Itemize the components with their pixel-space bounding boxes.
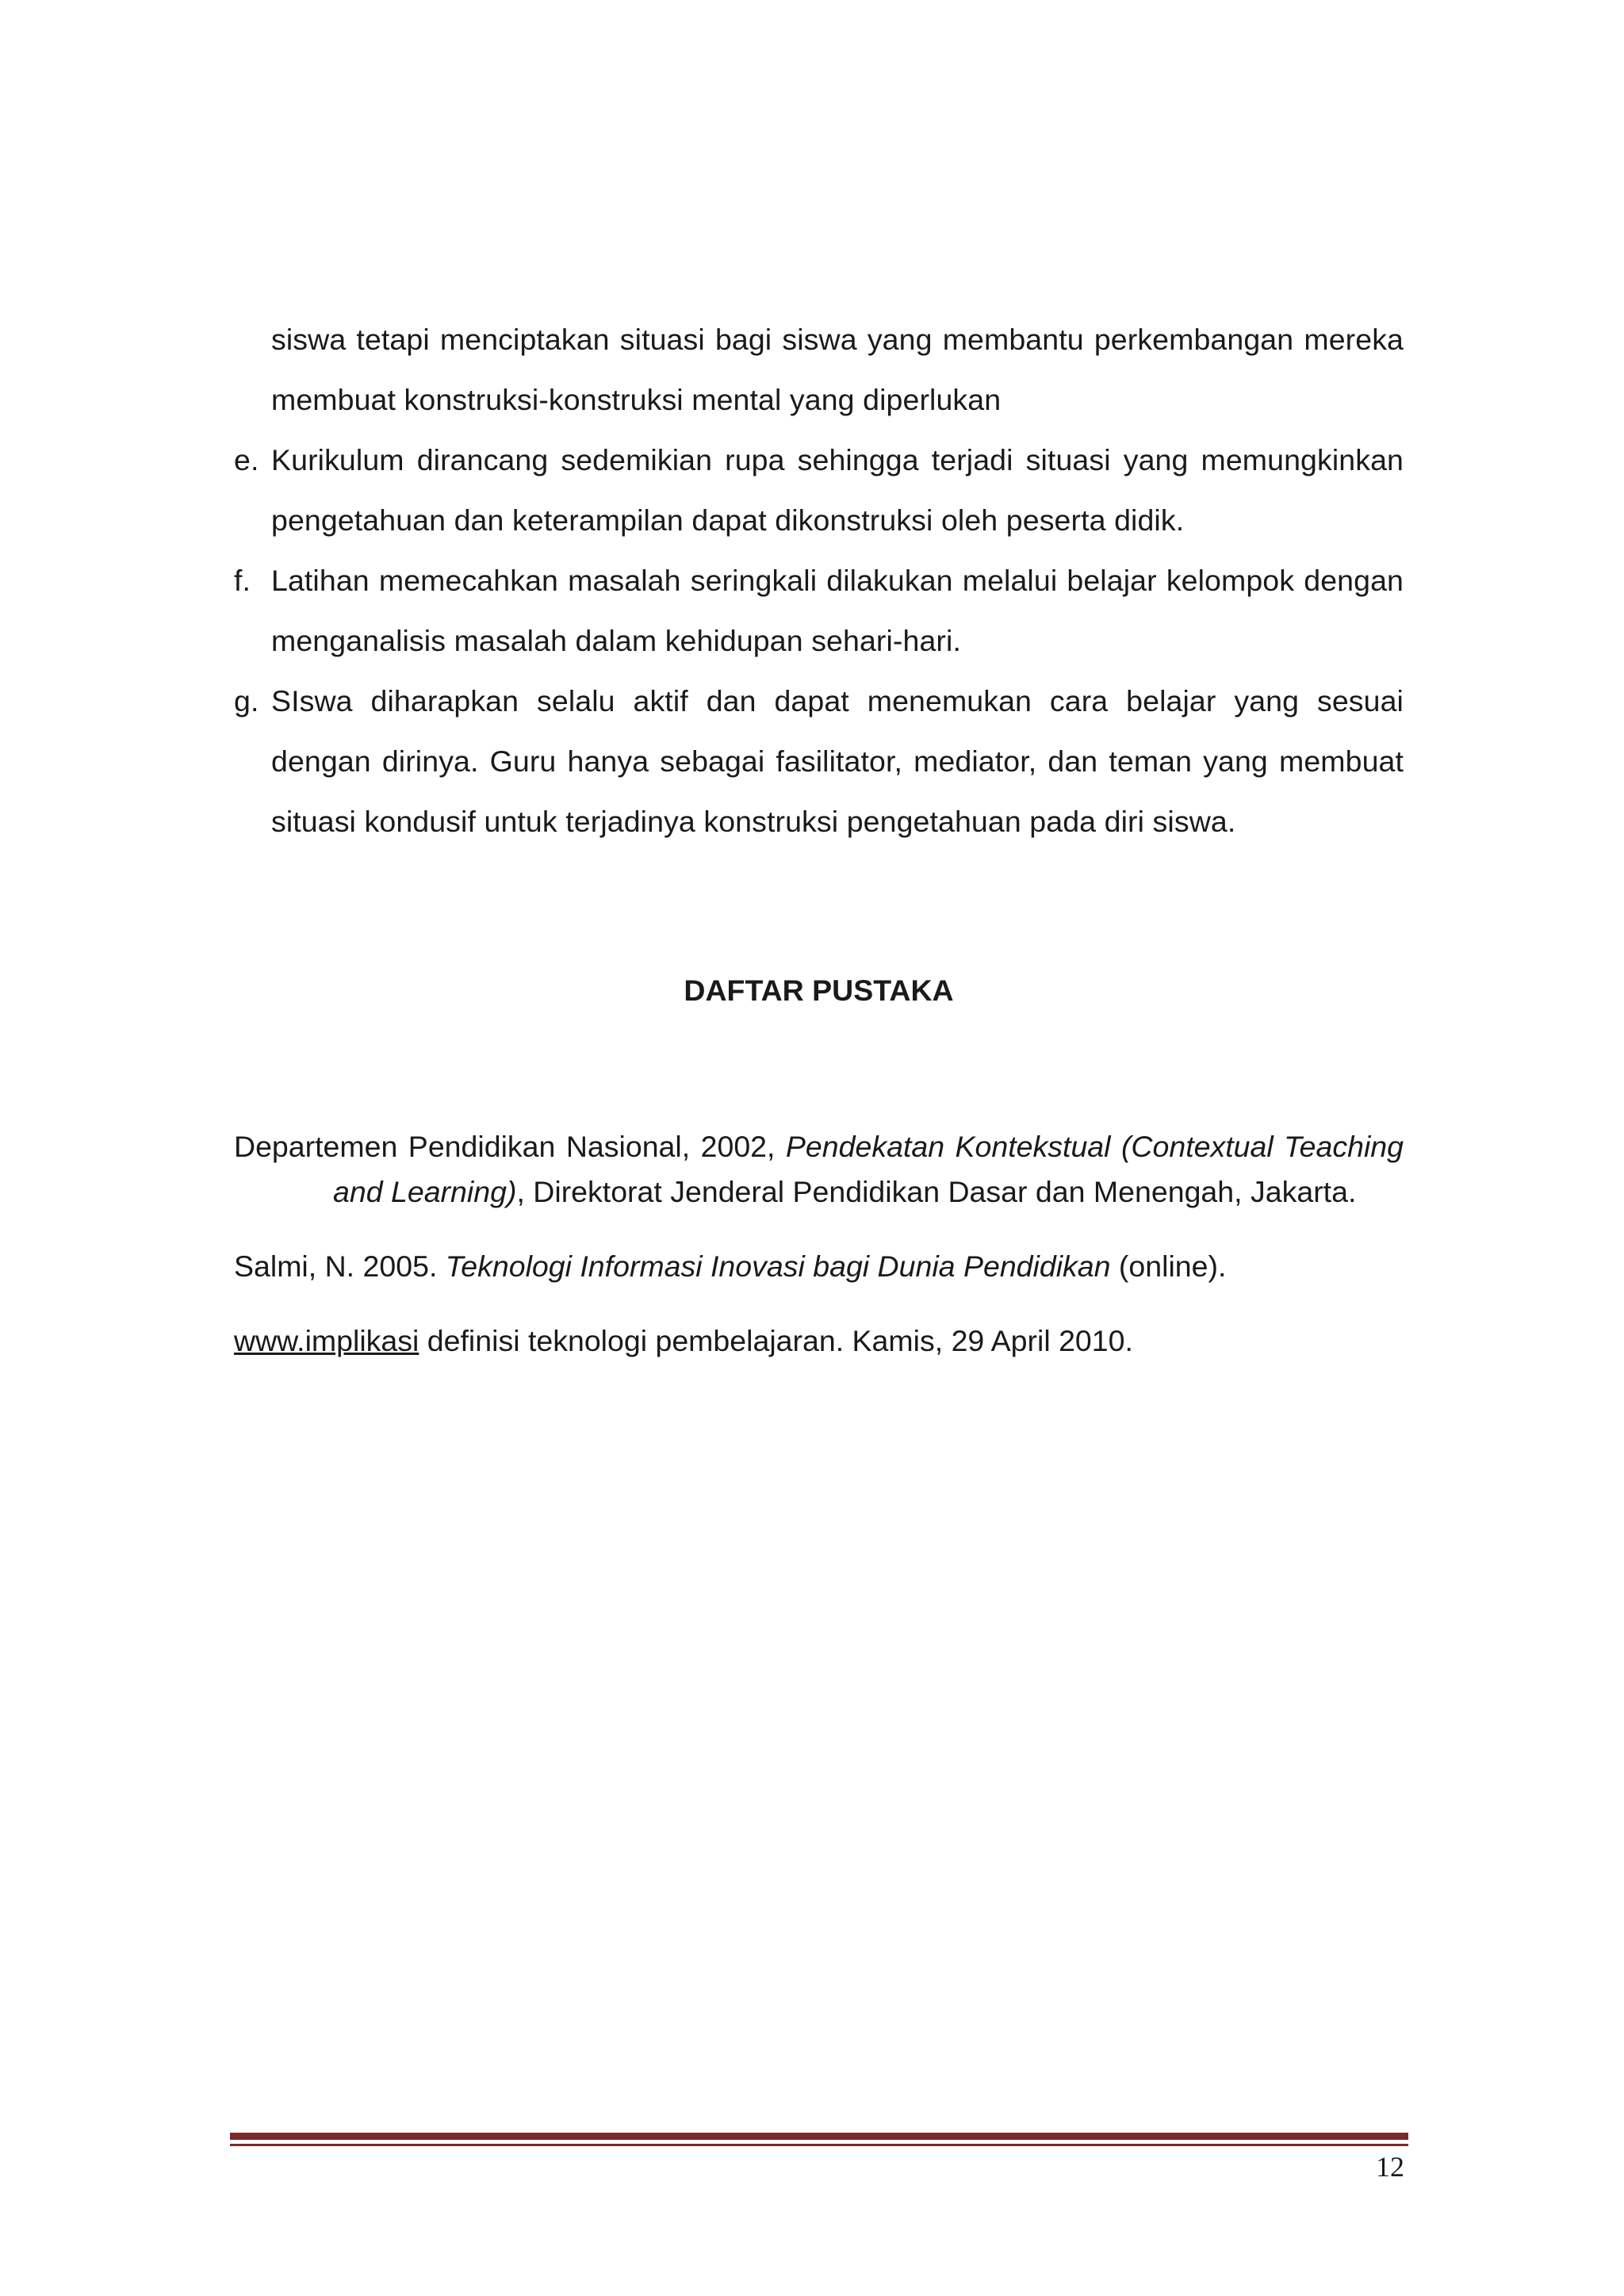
reference-description: definisi teknologi pembelajaran. Kamis, 29 April 2010. xyxy=(419,1324,1133,1357)
list-item-g xyxy=(234,671,1404,851)
page-number: 12 xyxy=(1376,2151,1404,2183)
bibliography-list xyxy=(234,1124,1404,1393)
list-marker: e. xyxy=(234,443,259,476)
list-item-f xyxy=(234,550,1404,671)
reference-title: Teknologi Informasi Inovasi bagi Dunia Pendidikan xyxy=(445,1249,1111,1283)
list-marker: g. xyxy=(234,684,259,718)
reference-entry xyxy=(234,1124,1404,1215)
reference-note: (online). xyxy=(1110,1249,1227,1283)
footer-rule-thin xyxy=(230,2144,1408,2146)
reference-publisher: , Direktorat Jenderal Pendidikan Dasar dan Menengah, Jakarta. xyxy=(516,1175,1357,1208)
list-item-text: Latihan memecahkan masalah seringkali dilakukan melalui belajar kelompok dengan menganalisis masalah dalam kehidupan sehari-hari. xyxy=(271,564,1404,657)
bibliography-heading: DAFTAR PUSTAKA xyxy=(684,974,954,1007)
reference-title: Pendekatan Kontekstual (Contextual Teaching and Learning) xyxy=(333,1130,1404,1208)
reference-link[interactable]: www.implikasi xyxy=(234,1324,419,1357)
reference-author: Departemen Pendidikan Nasional, 2002, xyxy=(234,1130,786,1163)
reference-entry xyxy=(234,1318,1404,1364)
list-marker: f. xyxy=(234,564,251,597)
reference-entry xyxy=(234,1244,1404,1289)
list-item-e xyxy=(234,430,1404,550)
list-item-text: SIswa diharapkan selalu aktif dan dapat menemukan cara belajar yang sesuai dengan dirinya. Guru hanya sebagai fasilitator, mediator, dan teman yang membuat situasi kondusif untuk terjadinya konstruksi pengetahuan pada diri siswa. xyxy=(271,684,1404,838)
footer-rule xyxy=(230,2133,1408,2140)
body-text xyxy=(234,309,1404,851)
reference-author: Salmi, N. 2005. xyxy=(234,1249,446,1283)
list-item-text: Kurikulum dirancang sedemikian rupa sehingga terjadi situasi yang memungkinkan pengetahuan dan keterampilan dapat dikonstruksi oleh peserta didik. xyxy=(271,443,1404,537)
list-item-continuation: siswa tetapi menciptakan situasi bagi siswa yang membantu perkembangan mereka membuat konstruksi-konstruksi mental yang diperlukan xyxy=(271,323,1404,416)
